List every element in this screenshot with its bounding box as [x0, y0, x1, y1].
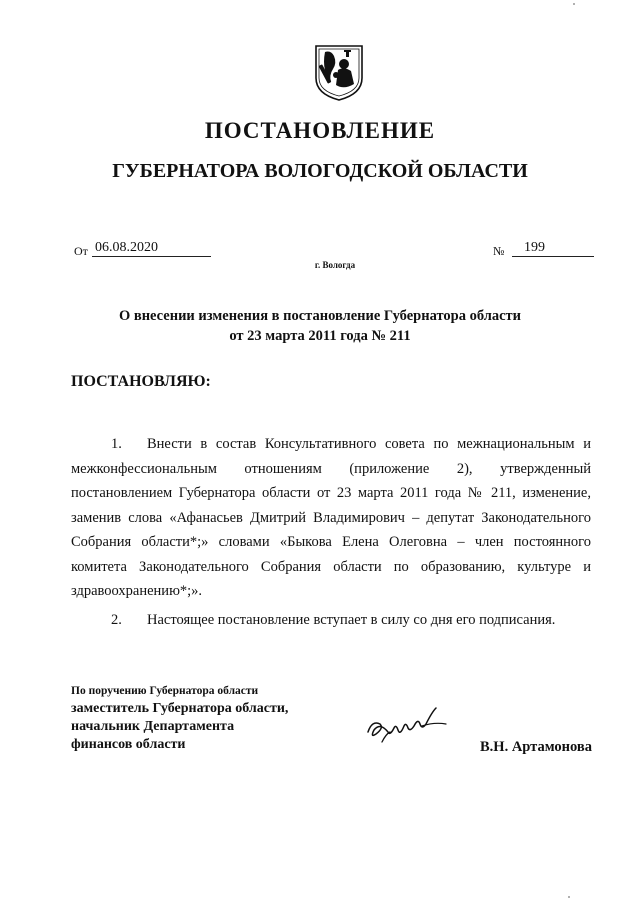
signer-name: В.Н. Артамонова: [480, 739, 592, 755]
number-prefix: №: [493, 244, 505, 258]
date-prefix: От: [74, 244, 88, 258]
signer-line: финансов области: [71, 737, 186, 752]
signer-position: [71, 682, 288, 754]
handwritten-signature: [362, 702, 452, 748]
signer-line: заместитель Губернатора области,: [71, 701, 289, 716]
subject-line: О внесении изменения в постановление Губернатора области: [118, 308, 522, 324]
item-number: 1.: [111, 436, 122, 452]
document-date: 06.08.2020: [92, 240, 211, 257]
issuer-title: ГУБЕРНАТОРА ВОЛОГОДСКОЙ ОБЛАСТИ: [112, 160, 528, 182]
item-text: Внести в состав Консультативного совета по межнациональным и межконфессиональным отношениям (приложение 2), утвержденный постановлением Губернатора области от 23 марта 2011 года № 211, изменение, заменив слова «Афанасьев Дмитрий Владимирович – депутат Законодательного Собрания области*;» словами «Быкова Елена Олеговна – член постоянного комитета Законодательного Собрания области по образованию, культуре и здравоохранению*;».: [71, 436, 591, 599]
document-type-title: ПОСТАНОВЛЕНИЕ: [204, 118, 436, 143]
coat-of-arms-icon: [314, 44, 364, 102]
item-text: Настоящее постановление вступает в силу со дня его подписания.: [147, 611, 556, 628]
scan-speck: [573, 3, 575, 5]
document-number: 199: [512, 240, 594, 257]
decree-heading: ПОСТАНОВЛЯЮ:: [71, 373, 211, 390]
scan-speck: [568, 896, 570, 898]
list-item: [71, 432, 591, 604]
document-subject: [0, 306, 640, 346]
place-of-issue: г. Вологда: [314, 260, 356, 270]
signer-line: начальник Департамента: [71, 719, 235, 734]
document-body: [71, 432, 591, 632]
signer-line: По поручению Губернатора области: [71, 685, 259, 697]
subject-line: от 23 марта 2011 года № 211: [229, 328, 411, 344]
list-item: [71, 608, 591, 633]
item-number: 2.: [111, 611, 122, 628]
